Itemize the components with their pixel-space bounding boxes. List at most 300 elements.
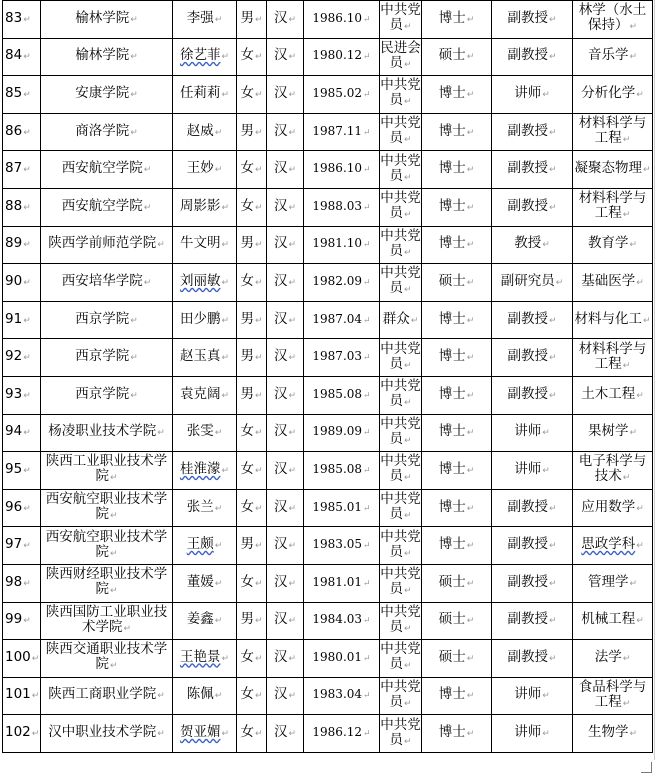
cell-index-text: 89 xyxy=(5,235,23,252)
cell-name xyxy=(173,527,237,565)
cell-name xyxy=(173,339,237,377)
cell-degree-text: 博士 xyxy=(438,724,466,741)
cell-name-text: 王妙 xyxy=(186,160,214,177)
cell-title-text: 教授 xyxy=(514,235,542,252)
paragraph-mark: ↵ xyxy=(23,315,31,326)
cell-gender xyxy=(237,489,267,527)
cell-birth-text: 1984.03 xyxy=(312,612,363,627)
cell-degree-text: 硕士 xyxy=(438,272,466,289)
cell-name xyxy=(173,76,237,114)
paragraph-mark: ↵ xyxy=(642,315,651,326)
cell-major xyxy=(573,376,653,414)
cell-school-text: 陕西工业职业技术学院 xyxy=(45,453,168,485)
cell-party-text: 中共党员 xyxy=(380,190,421,222)
cell-name xyxy=(173,38,237,76)
paragraph-mark: ↵ xyxy=(548,202,557,213)
cell-index-text: 88 xyxy=(5,197,23,214)
cell-degree-text: 博士 xyxy=(438,536,466,553)
cell-name xyxy=(173,564,237,602)
cell-party xyxy=(380,301,422,339)
cell-major xyxy=(573,677,653,715)
table-row xyxy=(3,715,653,753)
cell-major-text: 土木工程 xyxy=(581,385,636,402)
cell-gender-text: 男 xyxy=(240,122,254,139)
cell-major xyxy=(573,640,653,678)
paragraph-mark: ↵ xyxy=(31,691,40,702)
cell-index-text: 91 xyxy=(5,310,23,327)
cell-ethnicity-text: 汉 xyxy=(273,84,288,101)
paragraph-mark: ↵ xyxy=(363,240,371,251)
cell-birth-text: 1986.12 xyxy=(312,725,363,740)
paragraph-mark: ↵ xyxy=(288,202,297,213)
cell-major-text: 林学（水土保持） xyxy=(578,2,647,34)
paragraph-mark: ↵ xyxy=(288,52,297,63)
cell-ethnicity xyxy=(267,602,304,640)
cell-name-text: 赵玉真 xyxy=(179,348,221,365)
cell-party-text: 中共党员 xyxy=(380,566,421,598)
cell-party xyxy=(380,715,422,753)
paragraph-mark: ↵ xyxy=(221,653,230,664)
cell-major-text: 材料科学与工程 xyxy=(578,190,647,222)
cell-ethnicity xyxy=(267,38,304,76)
cell-title xyxy=(492,414,573,452)
cell-party-text: 民进会员 xyxy=(380,39,421,71)
cell-school-text: 西京学院 xyxy=(75,385,130,402)
cell-gender-text: 男 xyxy=(240,310,254,327)
cell-birth-text: 1985.08 xyxy=(312,386,363,401)
cell-major xyxy=(573,301,653,339)
cell-ethnicity xyxy=(267,339,304,377)
cell-degree-text: 博士 xyxy=(438,686,466,703)
cell-major xyxy=(573,489,653,527)
cell-title xyxy=(492,452,573,490)
paragraph-mark: ↵ xyxy=(109,511,118,522)
paragraph-mark: ↵ xyxy=(622,210,631,221)
paragraph-mark: ↵ xyxy=(288,127,297,138)
cell-ethnicity-text: 汉 xyxy=(273,536,288,553)
cell-ethnicity-text: 汉 xyxy=(273,9,288,26)
cell-title xyxy=(492,264,573,302)
paragraph-mark: ↵ xyxy=(642,165,651,176)
cell-degree xyxy=(422,339,492,377)
cell-ethnicity xyxy=(267,677,304,715)
cell-school-text: 西安航空职业技术学院 xyxy=(45,528,168,560)
cell-title-text: 讲师 xyxy=(514,724,542,741)
cell-title-text: 副教授 xyxy=(507,611,548,628)
paragraph-mark: ↵ xyxy=(254,541,263,552)
cell-gender xyxy=(237,1,267,39)
cell-index-text: 90 xyxy=(5,272,23,289)
cell-major-text: 果树学 xyxy=(587,423,629,440)
cell-title xyxy=(492,677,573,715)
paragraph-mark: ↵ xyxy=(221,315,230,326)
cell-school xyxy=(41,113,173,151)
cell-major xyxy=(573,452,653,490)
staff-table xyxy=(2,0,653,753)
table-row xyxy=(3,339,653,377)
cell-degree xyxy=(422,38,492,76)
cell-major-text: 思政学科 xyxy=(581,536,636,553)
cell-gender xyxy=(237,376,267,414)
cell-major-text: 材料与化工 xyxy=(574,310,642,327)
paragraph-mark: ↵ xyxy=(548,541,557,552)
cell-birth-text: 1982.09 xyxy=(312,273,363,288)
paragraph-mark: ↵ xyxy=(214,428,223,439)
paragraph-mark: ↵ xyxy=(221,729,230,740)
cell-party-text: 中共党员 xyxy=(380,152,421,184)
cell-major-text: 应用数学 xyxy=(581,498,636,515)
paragraph-mark: ↵ xyxy=(636,503,644,514)
cell-birth xyxy=(304,301,380,339)
cell-name xyxy=(173,489,237,527)
paragraph-mark: ↵ xyxy=(403,698,412,709)
cell-birth-text: 1983.05 xyxy=(312,537,363,552)
cell-gender-text: 女 xyxy=(240,724,254,741)
cell-ethnicity-text: 汉 xyxy=(273,235,288,252)
cell-gender-text: 男 xyxy=(240,385,254,402)
cell-major xyxy=(573,76,653,114)
cell-index xyxy=(3,113,41,151)
cell-school xyxy=(41,527,173,565)
cell-title xyxy=(492,38,573,76)
cell-major-text: 材料科学与工程 xyxy=(578,115,647,147)
table-row xyxy=(3,226,653,264)
cell-party-text: 群众 xyxy=(382,310,410,327)
paragraph-mark: ↵ xyxy=(403,135,412,146)
cell-title xyxy=(492,527,573,565)
cell-birth-text: 1986.10 xyxy=(312,161,363,176)
cell-birth-text: 1980.01 xyxy=(312,649,363,664)
paragraph-mark: ↵ xyxy=(288,89,297,100)
cell-party xyxy=(380,527,422,565)
cell-degree-text: 博士 xyxy=(438,385,466,402)
paragraph-mark: ↵ xyxy=(636,89,644,100)
cell-gender-text: 女 xyxy=(240,84,254,101)
paragraph-mark: ↵ xyxy=(221,240,230,251)
cell-major-text: 电子科学与技术 xyxy=(578,453,647,485)
paragraph-mark: ↵ xyxy=(466,616,475,627)
cell-ethnicity xyxy=(267,76,304,114)
cell-gender-text: 女 xyxy=(240,47,254,64)
cell-title-text: 讲师 xyxy=(514,423,542,440)
cell-name-text: 袁克阔 xyxy=(179,385,221,402)
cell-index xyxy=(3,264,41,302)
cell-ethnicity-text: 汉 xyxy=(273,724,288,741)
paragraph-mark: ↵ xyxy=(403,511,412,522)
cell-birth xyxy=(304,113,380,151)
cell-gender-text: 男 xyxy=(240,611,254,628)
cell-school-text: 商洛学院 xyxy=(75,122,130,139)
cell-birth xyxy=(304,640,380,678)
cell-name xyxy=(173,301,237,339)
cell-title-text: 副研究员 xyxy=(500,272,555,289)
cell-ethnicity-text: 汉 xyxy=(273,423,288,440)
paragraph-mark: ↵ xyxy=(403,435,412,446)
cell-ethnicity-text: 汉 xyxy=(273,272,288,289)
paragraph-mark: ↵ xyxy=(548,390,557,401)
paragraph-mark: ↵ xyxy=(410,315,419,326)
cell-school-text: 陕西工商职业学院 xyxy=(48,686,157,703)
paragraph-mark: ↵ xyxy=(466,541,475,552)
cell-birth-text: 1981.01 xyxy=(312,574,363,589)
paragraph-mark: ↵ xyxy=(363,353,371,364)
cell-ethnicity-text: 汉 xyxy=(273,348,288,365)
paragraph-mark: ↵ xyxy=(403,210,412,221)
cell-school xyxy=(41,151,173,189)
cell-gender xyxy=(237,602,267,640)
cell-index xyxy=(3,489,41,527)
cell-gender xyxy=(237,715,267,753)
paragraph-mark: ↵ xyxy=(254,616,263,627)
paragraph-mark: ↵ xyxy=(403,473,412,484)
cell-ethnicity xyxy=(267,376,304,414)
paragraph-mark: ↵ xyxy=(622,653,631,664)
cell-degree xyxy=(422,640,492,678)
paragraph-mark: ↵ xyxy=(23,240,31,251)
cell-ethnicity-text: 汉 xyxy=(273,648,288,665)
cell-gender xyxy=(237,564,267,602)
paragraph-mark: ↵ xyxy=(214,503,223,514)
paragraph-mark: ↵ xyxy=(542,240,550,251)
page-corner-mark xyxy=(641,762,652,773)
cell-name xyxy=(173,113,237,151)
cell-major xyxy=(573,715,653,753)
cell-school xyxy=(41,602,173,640)
paragraph-mark: ↵ xyxy=(254,52,263,63)
table-row xyxy=(3,76,653,114)
paragraph-mark: ↵ xyxy=(363,390,371,401)
cell-ethnicity-text: 汉 xyxy=(273,160,288,177)
table-row xyxy=(3,414,653,452)
cell-index-text: 95 xyxy=(5,460,23,477)
cell-degree-text: 硕士 xyxy=(438,648,466,665)
cell-birth xyxy=(304,339,380,377)
cell-major xyxy=(573,226,653,264)
cell-ethnicity xyxy=(267,489,304,527)
paragraph-mark: ↵ xyxy=(254,89,263,100)
cell-party-text: 中共党员 xyxy=(380,265,421,297)
cell-ethnicity-text: 汉 xyxy=(273,385,288,402)
cell-index xyxy=(3,452,41,490)
table-row xyxy=(3,151,653,189)
cell-name xyxy=(173,452,237,490)
cell-birth xyxy=(304,527,380,565)
cell-ethnicity xyxy=(267,188,304,226)
cell-degree xyxy=(422,489,492,527)
paragraph-mark: ↵ xyxy=(254,240,263,251)
cell-name xyxy=(173,1,237,39)
cell-degree-text: 博士 xyxy=(438,460,466,477)
cell-degree-text: 博士 xyxy=(438,160,466,177)
cell-gender xyxy=(237,527,267,565)
paragraph-mark: ↵ xyxy=(622,360,631,371)
paragraph-mark: ↵ xyxy=(548,578,557,589)
cell-name-text: 刘丽敏 xyxy=(179,272,221,289)
paragraph-mark: ↵ xyxy=(555,277,564,288)
cell-title-text: 副教授 xyxy=(507,9,548,26)
table-row xyxy=(3,264,653,302)
table-row xyxy=(3,527,653,565)
paragraph-mark: ↵ xyxy=(542,428,550,439)
cell-ethnicity xyxy=(267,640,304,678)
cell-ethnicity xyxy=(267,226,304,264)
cell-title-text: 副教授 xyxy=(507,47,548,64)
cell-name-text: 张兰 xyxy=(186,498,214,515)
paragraph-mark: ↵ xyxy=(288,691,297,702)
paragraph-mark: ↵ xyxy=(622,473,631,484)
cell-degree xyxy=(422,527,492,565)
cell-gender-text: 男 xyxy=(240,9,254,26)
cell-party-text: 中共党员 xyxy=(380,227,421,259)
cell-major-text: 基础医学 xyxy=(581,272,636,289)
paragraph-mark: ↵ xyxy=(288,503,297,514)
cell-index-text: 101 xyxy=(5,686,31,703)
cell-gender xyxy=(237,76,267,114)
paragraph-mark: ↵ xyxy=(123,623,132,634)
cell-name xyxy=(173,151,237,189)
cell-major-text: 机械工程 xyxy=(581,611,636,628)
cell-ethnicity-text: 汉 xyxy=(273,47,288,64)
paragraph-mark: ↵ xyxy=(548,616,557,627)
paragraph-mark: ↵ xyxy=(143,202,152,213)
cell-title-text: 副教授 xyxy=(507,197,548,214)
cell-party xyxy=(380,489,422,527)
paragraph-mark: ↵ xyxy=(363,277,371,288)
cell-name-text: 牛文明 xyxy=(179,235,221,252)
cell-degree xyxy=(422,76,492,114)
cell-ethnicity-text: 汉 xyxy=(273,310,288,327)
cell-party-text: 中共党员 xyxy=(380,77,421,109)
cell-degree-text: 博士 xyxy=(438,235,466,252)
cell-school-text: 陕西财经职业技术学院 xyxy=(45,566,168,598)
paragraph-mark: ↵ xyxy=(288,14,297,25)
cell-degree xyxy=(422,151,492,189)
paragraph-mark: ↵ xyxy=(629,240,638,251)
paragraph-mark: ↵ xyxy=(288,729,297,740)
cell-school-text: 安康学院 xyxy=(75,84,130,101)
paragraph-mark: ↵ xyxy=(548,14,557,25)
cell-name-text: 赵威 xyxy=(186,122,214,139)
cell-party xyxy=(380,1,422,39)
cell-index-text: 96 xyxy=(5,498,23,515)
cell-gender-text: 女 xyxy=(240,648,254,665)
cell-name-text: 王艳景 xyxy=(179,648,221,665)
paragraph-mark: ↵ xyxy=(403,623,412,634)
cell-birth-text: 1985.01 xyxy=(312,499,363,514)
cell-major-text: 生物学 xyxy=(587,724,629,741)
cell-index-text: 94 xyxy=(5,423,23,440)
paragraph-mark: ↵ xyxy=(288,390,297,401)
paragraph-mark: ↵ xyxy=(622,698,631,709)
cell-school xyxy=(41,640,173,678)
cell-ethnicity xyxy=(267,113,304,151)
cell-school xyxy=(41,452,173,490)
table-row xyxy=(3,640,653,678)
paragraph-mark: ↵ xyxy=(363,127,371,138)
cell-major xyxy=(573,151,653,189)
cell-degree-text: 博士 xyxy=(438,498,466,515)
paragraph-mark: ↵ xyxy=(23,277,31,288)
cell-degree-text: 硕士 xyxy=(438,47,466,64)
cell-gender-text: 男 xyxy=(240,235,254,252)
cell-party xyxy=(380,339,422,377)
cell-gender xyxy=(237,677,267,715)
paragraph-mark: ↵ xyxy=(403,586,412,597)
paragraph-mark: ↵ xyxy=(466,52,475,63)
cell-name-text: 陈佩 xyxy=(186,686,214,703)
paragraph-mark: ↵ xyxy=(466,390,475,401)
cell-birth-text: 1986.10 xyxy=(312,10,363,25)
paragraph-mark: ↵ xyxy=(629,428,638,439)
cell-index-text: 84 xyxy=(5,47,23,64)
paragraph-mark: ↵ xyxy=(288,315,297,326)
cell-title xyxy=(492,1,573,39)
cell-name-text: 李强 xyxy=(186,9,214,26)
paragraph-mark: ↵ xyxy=(466,653,475,664)
cell-school-text: 西安航空学院 xyxy=(61,160,143,177)
cell-title-text: 副教授 xyxy=(507,348,548,365)
cell-index xyxy=(3,677,41,715)
cell-school-text: 西安航空学院 xyxy=(61,197,143,214)
cell-school xyxy=(41,38,173,76)
cell-title-text: 副教授 xyxy=(507,160,548,177)
table-body xyxy=(3,1,653,753)
cell-gender xyxy=(237,640,267,678)
paragraph-mark: ↵ xyxy=(23,616,31,627)
cell-degree-text: 博士 xyxy=(438,423,466,440)
cell-title-text: 副教授 xyxy=(507,122,548,139)
cell-degree xyxy=(422,414,492,452)
cell-school-text: 榆林学院 xyxy=(75,9,130,26)
cell-ethnicity xyxy=(267,1,304,39)
paragraph-mark: ↵ xyxy=(157,691,165,702)
paragraph-mark: ↵ xyxy=(288,428,297,439)
cell-party xyxy=(380,564,422,602)
cell-birth xyxy=(304,188,380,226)
paragraph-mark: ↵ xyxy=(403,22,412,33)
cell-gender xyxy=(237,38,267,76)
paragraph-mark: ↵ xyxy=(221,390,230,401)
paragraph-mark: ↵ xyxy=(254,277,263,288)
cell-birth-text: 1987.11 xyxy=(312,123,363,138)
cell-name xyxy=(173,264,237,302)
paragraph-mark: ↵ xyxy=(466,465,475,476)
cell-ethnicity-text: 汉 xyxy=(273,460,288,477)
cell-school xyxy=(41,489,173,527)
paragraph-mark: ↵ xyxy=(622,135,631,146)
paragraph-mark: ↵ xyxy=(221,52,230,63)
cell-major xyxy=(573,38,653,76)
paragraph-mark: ↵ xyxy=(23,503,31,514)
paragraph-mark: ↵ xyxy=(363,578,371,589)
cell-party xyxy=(380,188,422,226)
paragraph-mark: ↵ xyxy=(143,165,152,176)
cell-major-text: 管理学 xyxy=(587,573,629,590)
paragraph-mark: ↵ xyxy=(130,353,138,364)
paragraph-mark: ↵ xyxy=(109,661,118,672)
paragraph-mark: ↵ xyxy=(288,465,297,476)
cell-title-text: 副教授 xyxy=(507,385,548,402)
paragraph-mark: ↵ xyxy=(254,428,263,439)
cell-index xyxy=(3,376,41,414)
cell-title xyxy=(492,151,573,189)
cell-degree xyxy=(422,301,492,339)
page-edge-line xyxy=(654,0,655,760)
cell-index-text: 100 xyxy=(5,648,31,665)
paragraph-mark: ↵ xyxy=(466,691,475,702)
paragraph-mark: ↵ xyxy=(221,465,230,476)
cell-school xyxy=(41,715,173,753)
